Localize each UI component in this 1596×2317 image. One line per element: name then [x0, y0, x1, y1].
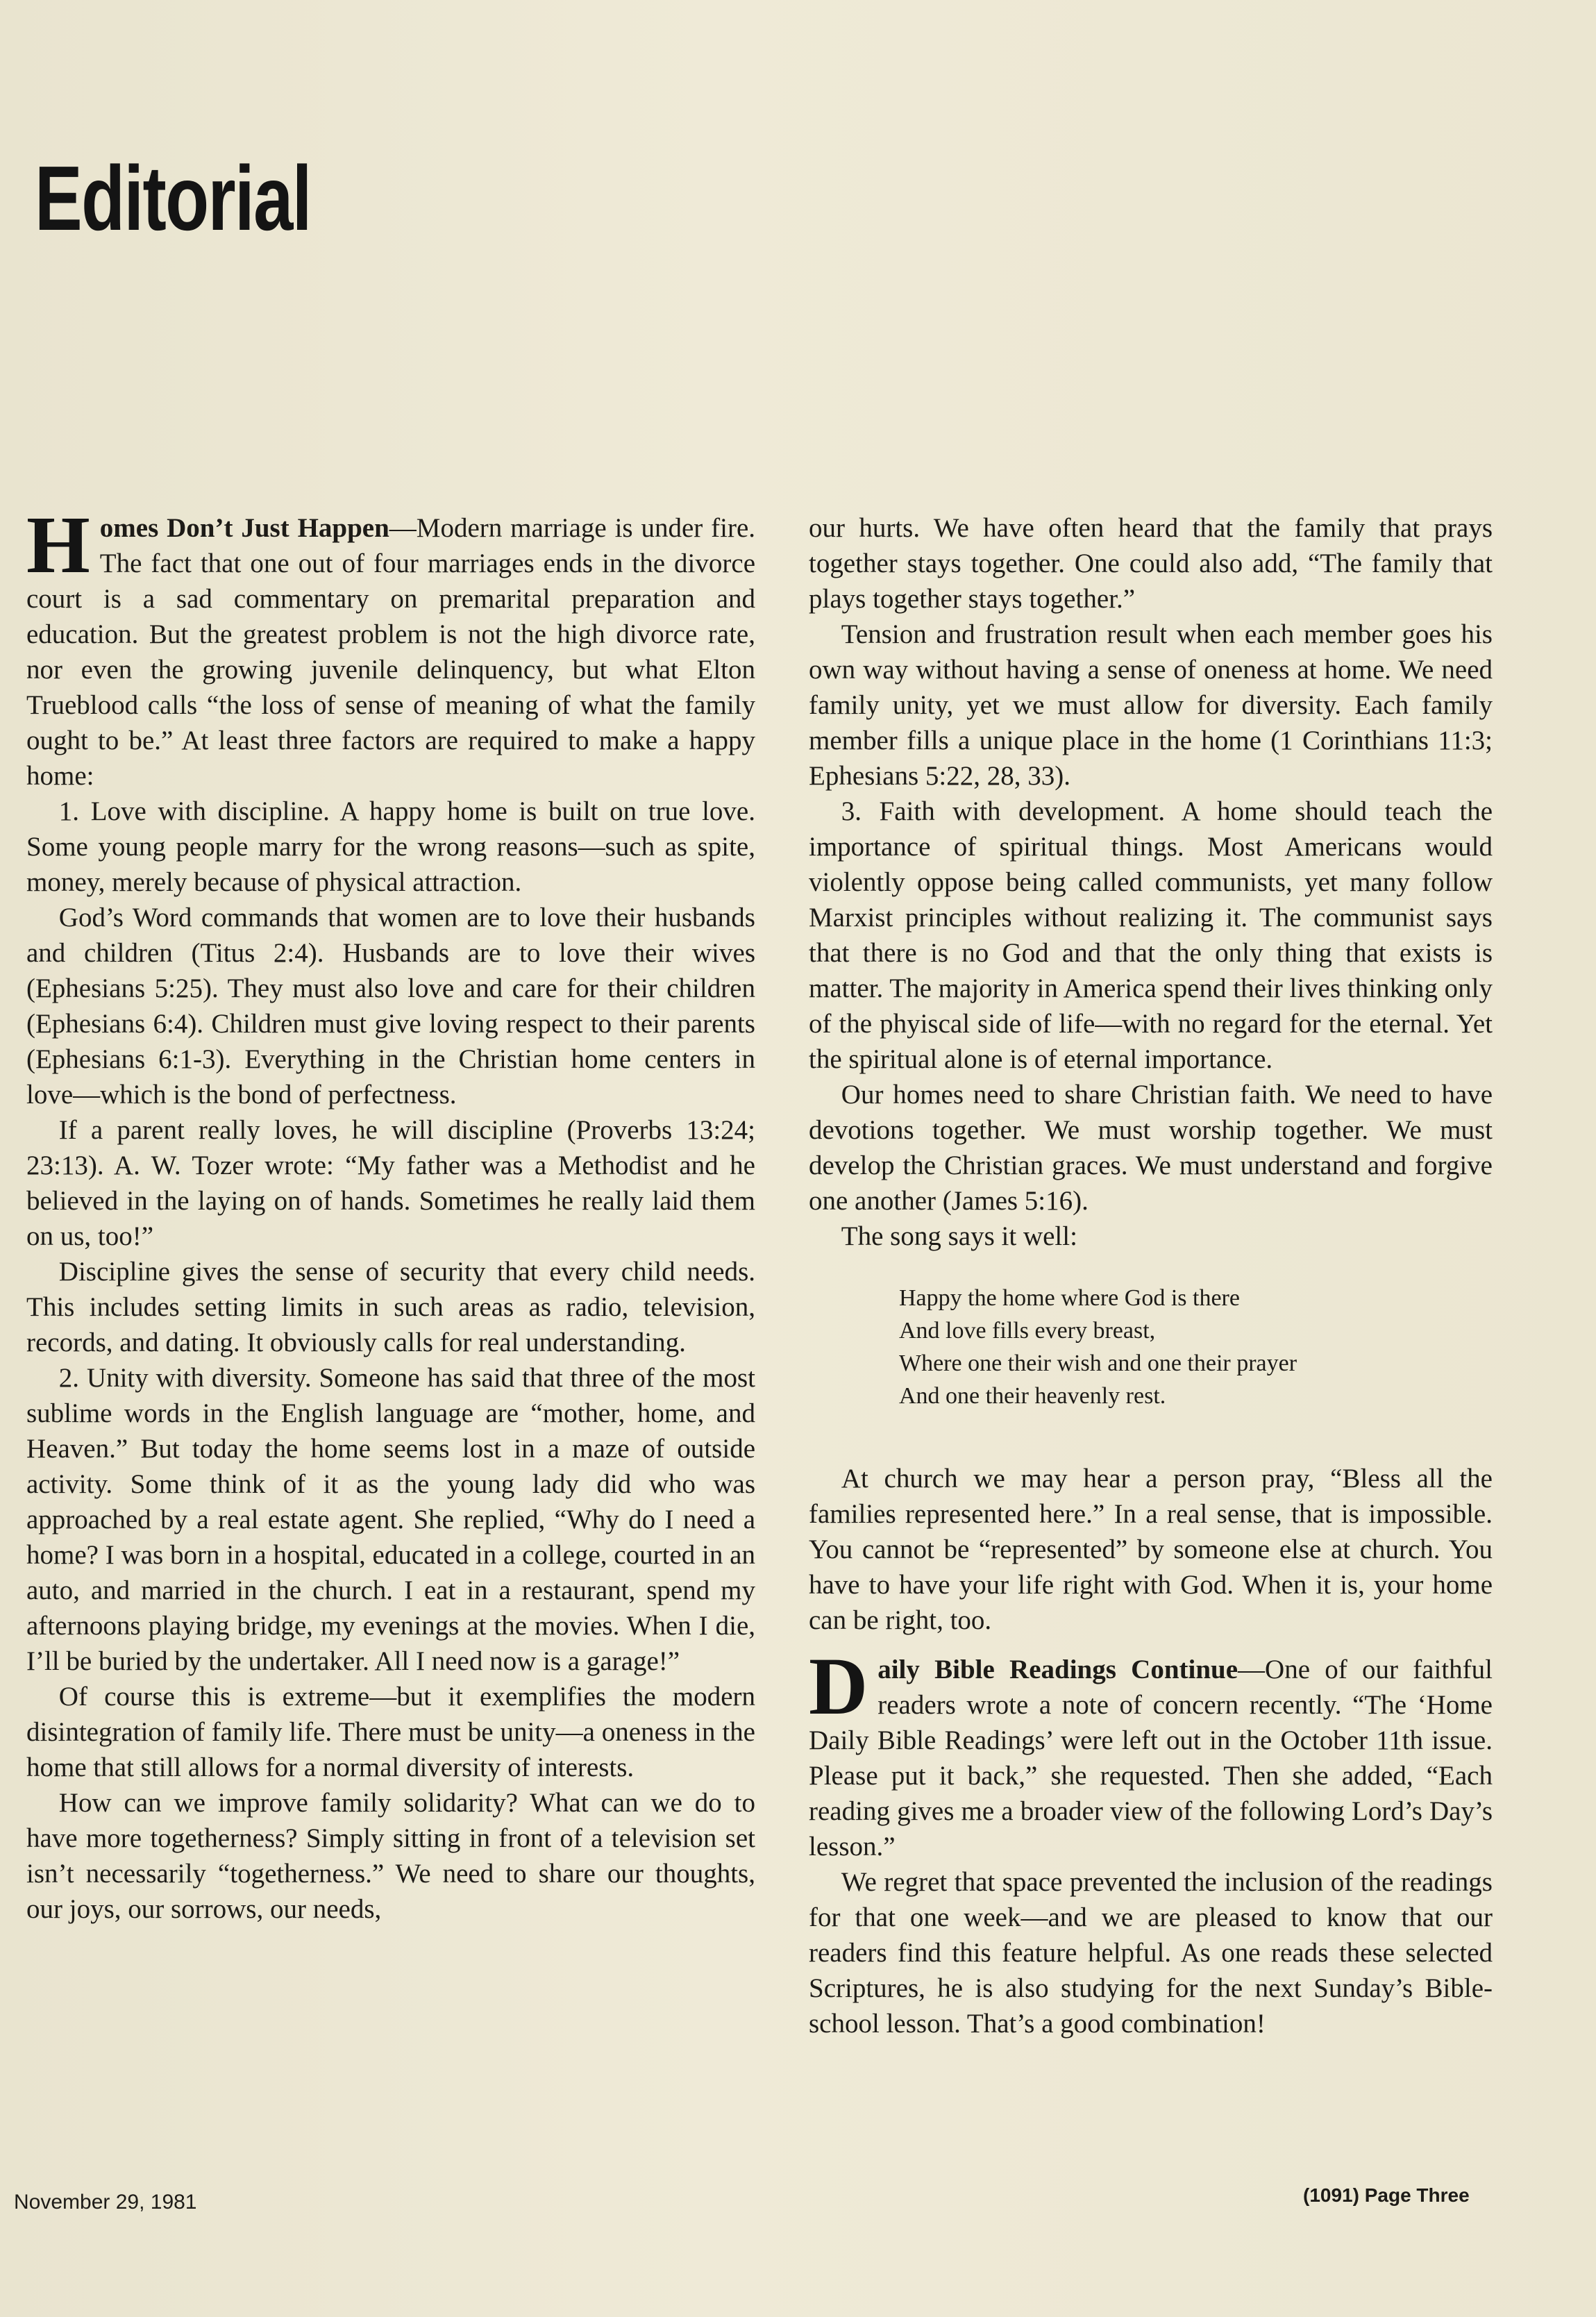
article1-continued-3: 3. Faith with development. A home should teach the importance of spiritual things. Most Americans would violently oppose being called communists, yet many follow Marxist principles without realizing it. The communist says that there is no God and that the only thing that exists is matter. The majority in America spend their lives thinking only of the phyiscal side of life—with no regard for the eternal. Yet the spiritual alone is of eternal importance.: [809, 796, 1493, 1074]
article2-paragraph-1: —One of our faithful readers wrote a note of concern recently. “The ‘Home Daily Bible Readings’ were left out in the October 11th issue. Please put it back,” she requested. Then she added, “Each reading gives me a broader view of the following Lord’s Day’s lesson.”: [809, 1655, 1493, 1862]
verse-line: Where one their wish and one their prayer: [899, 1350, 1297, 1376]
verse-line: Happy the home where God is there: [899, 1285, 1240, 1311]
left-column: [26, 499, 756, 1927]
article1-paragraph-4: If a parent really loves, he will discipline (Proverbs 13:24; 23:13). A. W. Tozer wrote: “My father was a Methodist and he believed in the laying on of hands. Sometimes he really laid them on us, too!”: [26, 1115, 755, 1251]
article1-heading: omes Don’t Just Happen: [99, 513, 389, 543]
verse-line: And one their heavenly rest.: [899, 1383, 1166, 1409]
article1-paragraph-3: God’s Word commands that women are to love their husbands and children (Titus 2:4). Husbands are to love their wives (Ephesians 5:25). They must also love and care for their children (Ephesians 6:4). Children must give loving respect to their parents (Ephesians 6:1-3). Everything in the Christian home centers in love—which is the bond of perfectness.: [26, 903, 755, 1110]
song-verse: [899, 1282, 1493, 1412]
article1-paragraph-2: 1. Love with discipline. A happy home is built on true love. Some young people marry for the wrong reasons—such as spite, money, merely because of physical attraction.: [26, 796, 755, 897]
article1-paragraph-1: —Modern marriage is under fire. The fact that one out of four marriages ends in the divorce court is a sad commentary on premarital preparation and education. But the greatest problem is not the high divorce rate, nor even the growing juvenile delinquency, but what Elton Trueblood calls “the loss of sense of meaning of what the family ought to be.” At least three factors are required to make a happy home:: [26, 513, 756, 791]
article1-paragraph-8: How can we improve family solidarity? What can we do to have more togetherness? Simply sitting in front of a television set isn’t necessarily “togetherness.” We need to share our thoughts, our joys, our sorrows, our needs,: [26, 1788, 755, 1924]
article2-heading: aily Bible Readings Continue: [877, 1655, 1238, 1684]
article2-lead-paragraph: [809, 1641, 1493, 1864]
article1-continued-2: Tension and frustration result when each member goes his own way without having a sense of oneness at home. We need family unity, yet we must allow for diversity. Each family member fills a unique place in the home (1 Corinthians 11:3; Ephesians 5:22, 28, 33).: [809, 619, 1493, 791]
footer-date: November 29, 1981: [14, 2191, 197, 2214]
article1-continued-4: Our homes need to share Christian faith. We need to have devotions together. We must worship together. We must develop the Christian graces. We must understand and forgive one another (James 5:16).: [809, 1080, 1493, 1216]
footer-page-number: (1091) Page Three: [1303, 2184, 1470, 2206]
article1-closing: At church we may hear a person pray, “Bless all the families represented here.” In a real sense, that is impossible. You cannot be “represented” by someone else at church. You have to have your life right with God. When it is, your home can be right, too.: [809, 1464, 1493, 1635]
article1-paragraph-6: 2. Unity with diversity. Someone has said that three of the most sublime words in the English language are “mother, home, and Heaven.” But today the home seems lost in a maze of outside activity. Some think of it as the young lady did who was approached by a real estate agent. She replied, “Why do I need a home? I was born in a hospital, educated in a college, courted in an auto, and married in the church. I eat in a restaurant, spend my afternoons playing bridge, my evenings at the movies. When I die, I’ll be buried by the undertaker. All I need now is a garage!”: [26, 1363, 755, 1676]
article2-paragraph-2: We regret that space prevented the inclusion of the readings for that one week—and we are pleased to know that our readers find this feature helpful. As one reads these selected Scriptures, he is also studying for the next Sunday’s Bible-school lesson. That’s a good combination!: [809, 1867, 1493, 2039]
verse-line: And love fills every breast,: [899, 1318, 1156, 1344]
article1-continued-1: our hurts. We have often heard that the family that prays together stays together. One could also add, “The family that plays together stays together.”: [809, 513, 1493, 614]
article1-paragraph-7: Of course this is extreme—but it exemplifies the modern disintegration of family life. There must be unity—a oneness in the home that still allows for a normal diversity of interests.: [26, 1682, 755, 1782]
article1-paragraph-5: Discipline gives the sense of security that every child needs. This includes setting limits in such areas as radio, television, records, and dating. It obviously calls for real understanding.: [26, 1257, 755, 1357]
masthead-title: Editorial: [35, 147, 311, 249]
right-column: [809, 510, 1493, 2041]
dropcap-h: H: [26, 499, 90, 590]
dropcap-d: D: [809, 1641, 868, 1732]
article1-lead-paragraph: [26, 499, 756, 794]
article1-continued-5: The song says it well:: [841, 1221, 1077, 1251]
